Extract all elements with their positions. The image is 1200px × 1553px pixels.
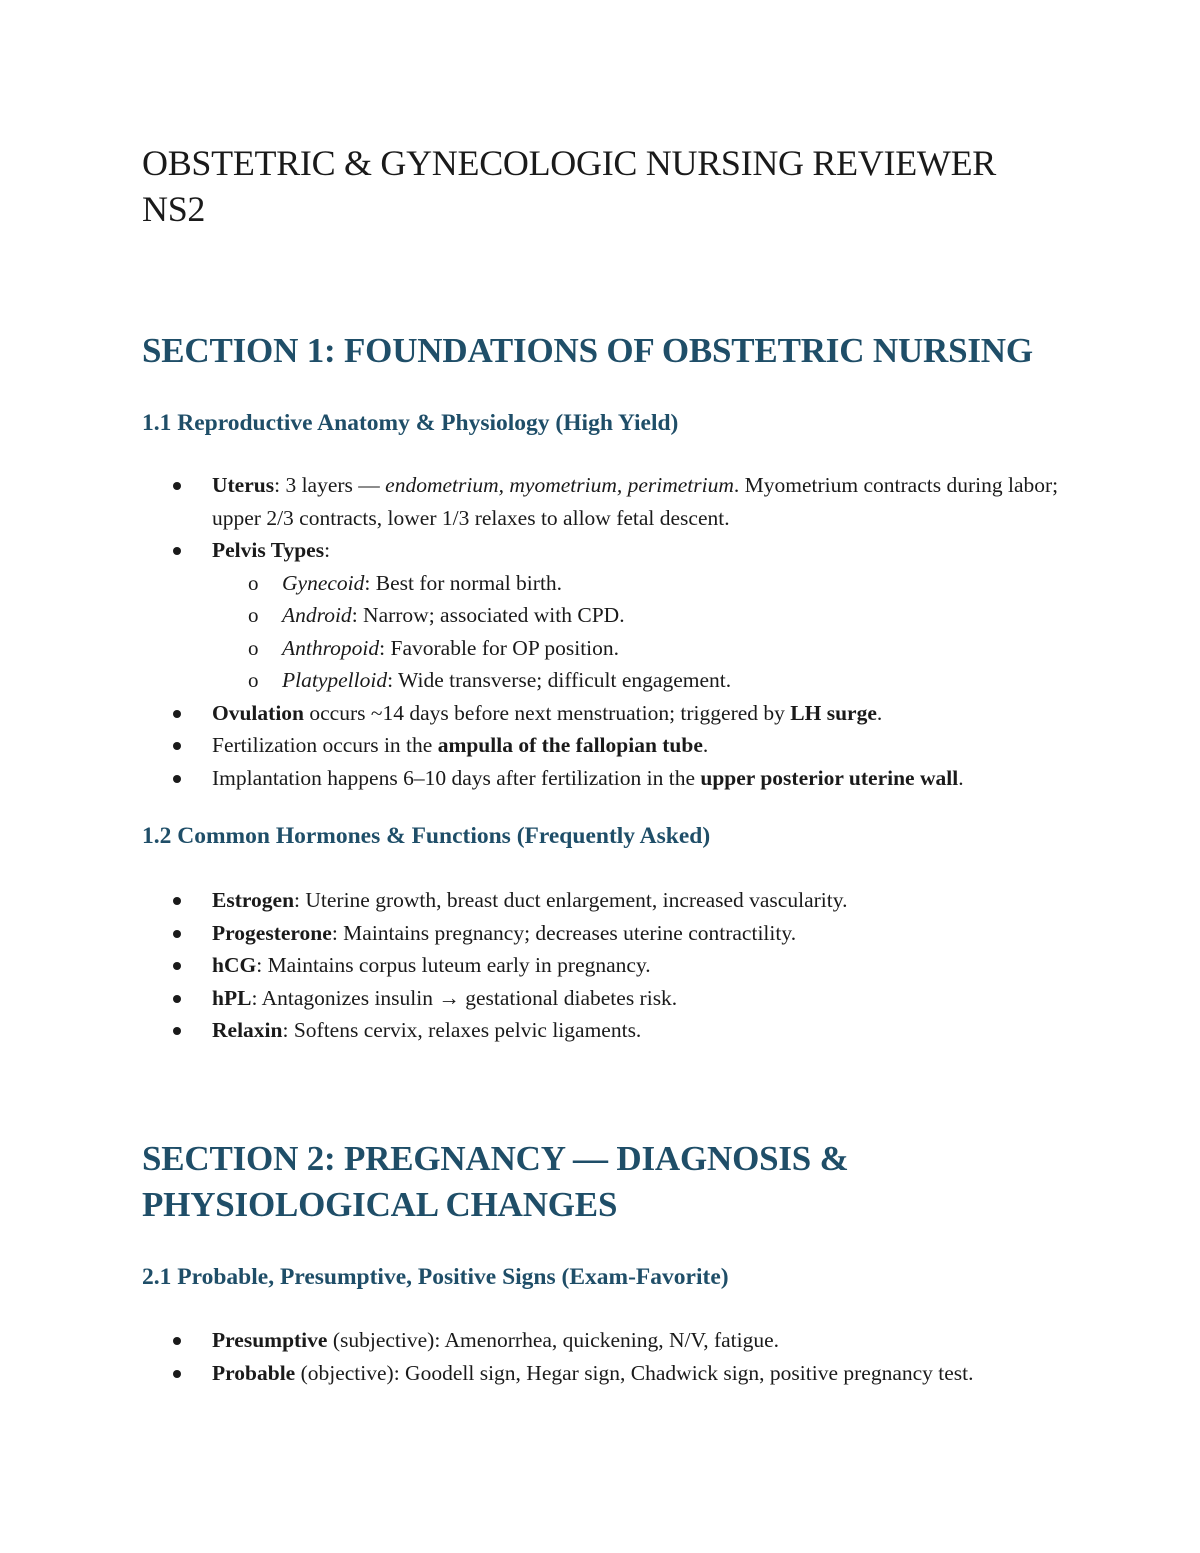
document-title-line2: NS2 [142, 189, 206, 229]
term-ovulation: Ovulation [212, 700, 304, 725]
sign-term: Presumptive [212, 1328, 328, 1352]
implantation-desc: Implantation happens 6–10 days after fertilization in the [212, 765, 701, 790]
circle-bullet-icon: o [248, 668, 259, 692]
section2-sub1-list [142, 1324, 1062, 1389]
section1-sub2-list [142, 884, 1062, 1047]
pelvis-sep: : [324, 538, 331, 562]
uterus-layers: endometrium, myometrium, perimetrium [385, 473, 734, 497]
pelvis-type-name: Platypelloid [282, 668, 388, 692]
list-item-pelvis [142, 534, 1062, 697]
bullet-icon [173, 995, 181, 1003]
pelvis-type-name: Anthropoid [282, 635, 380, 660]
circle-bullet-icon: o [248, 603, 259, 627]
pelvis-type-desc: : Narrow; associated with CPD. [351, 603, 625, 627]
hormone-desc: : Maintains pregnancy; decreases uterine contractility. [331, 920, 797, 945]
list-item-hormone [142, 884, 1062, 917]
list-item-hormone [142, 982, 1062, 1015]
pelvis-type-desc: : Favorable for OP position. [379, 635, 620, 660]
bullet-icon [173, 1337, 181, 1345]
hormone-desc: : Uterine growth, breast duct enlargement, increased vascularity. [294, 888, 848, 912]
hormone-desc: : Softens cervix, relaxes pelvic ligaments. [282, 1018, 642, 1042]
document-title-line1: OBSTETRIC & GYNECOLOGIC NURSING REVIEWER [142, 143, 996, 183]
list-item-implantation [142, 762, 1062, 795]
sign-desc: (objective): Goodell sign, Hegar sign, Chadwick sign, positive pregnancy test. [295, 1360, 974, 1385]
ovulation-lh-surge: LH surge [790, 700, 877, 725]
bullet-icon [173, 962, 181, 970]
fertilization-site: ampulla of the fallopian tube [437, 733, 703, 757]
sublist-item [212, 599, 1062, 632]
section1-sub1-heading: 1.1 Reproductive Anatomy & Physiology (High Yield) [142, 410, 679, 436]
uterus-desc: . Myometrium contracts during labor; upper 2/3 contracts, lower 1/3 relaxes to allow fetal descent. [212, 473, 1059, 530]
hormone-term: hCG [212, 953, 257, 977]
term-uterus: Uterus [212, 473, 275, 497]
hormone-term: Progesterone [212, 920, 332, 945]
section1-sub2-heading: 1.2 Common Hormones & Functions (Frequently Asked) [142, 823, 711, 849]
list-item-sign [142, 1357, 1062, 1390]
sign-term: Probable [212, 1360, 296, 1385]
bullet-icon [173, 775, 181, 783]
section1-heading: SECTION 1: FOUNDATIONS OF OBSTETRIC NURSING [142, 331, 1033, 370]
section2-heading [142, 1136, 1102, 1228]
bullet-icon [173, 897, 181, 905]
pelvis-type-desc: : Best for normal birth. [364, 570, 563, 595]
bullet-icon [173, 710, 181, 718]
uterus-sep: : 3 layers — [274, 473, 386, 497]
sign-desc: (subjective): Amenorrhea, quickening, N/V, fatigue. [327, 1328, 780, 1352]
ovulation-end: . [876, 700, 883, 725]
hormone-term: Relaxin [212, 1018, 283, 1042]
implantation-site: upper posterior uterine wall [700, 765, 959, 790]
pelvis-type-name: Gynecoid [282, 570, 365, 595]
bullet-icon [173, 930, 181, 938]
list-item-hormone [142, 949, 1062, 982]
section2-heading-line1: SECTION 2: PREGNANCY — DIAGNOSIS & [142, 1139, 849, 1178]
fertilization-desc: Fertilization occurs in the [212, 733, 438, 757]
ovulation-desc: occurs ~14 days before next menstruation; triggered by [304, 700, 791, 725]
pelvis-types-list [212, 567, 1062, 697]
list-item-uterus [142, 469, 1062, 534]
list-item-hormone [142, 1014, 1062, 1047]
fertilization-end: . [702, 733, 709, 757]
pelvis-type-name: Android [282, 603, 352, 627]
bullet-icon [173, 1027, 181, 1035]
list-item-ovulation [142, 697, 1062, 730]
sublist-item [212, 632, 1062, 665]
term-pelvis: Pelvis Types [212, 538, 325, 562]
pelvis-type-desc: : Wide transverse; difficult engagement. [387, 668, 732, 692]
bullet-icon [173, 547, 181, 555]
bullet-icon [173, 1370, 181, 1378]
document-title [142, 140, 1102, 232]
hormone-desc: : Maintains corpus luteum early in pregnancy. [256, 953, 651, 977]
list-item-sign [142, 1324, 1062, 1357]
list-item-hormone [142, 917, 1062, 950]
section2-heading-line2: PHYSIOLOGICAL CHANGES [142, 1185, 618, 1224]
circle-bullet-icon: o [248, 635, 259, 660]
hormone-desc: : Antagonizes insulin → gestational diabetes risk. [251, 985, 678, 1010]
sublist-item [212, 664, 1062, 697]
hormone-term: hPL [212, 985, 252, 1010]
section1-sub1-list [142, 469, 1062, 794]
bullet-icon [173, 742, 181, 750]
circle-bullet-icon: o [248, 570, 259, 595]
section2-sub1-heading: 2.1 Probable, Presumptive, Positive Signs (Exam-Favorite) [142, 1264, 729, 1290]
hormone-term: Estrogen [212, 888, 295, 912]
bullet-icon [173, 482, 181, 490]
implantation-end: . [958, 765, 964, 790]
list-item-fertilization [142, 729, 1062, 762]
sublist-item [212, 567, 1062, 600]
